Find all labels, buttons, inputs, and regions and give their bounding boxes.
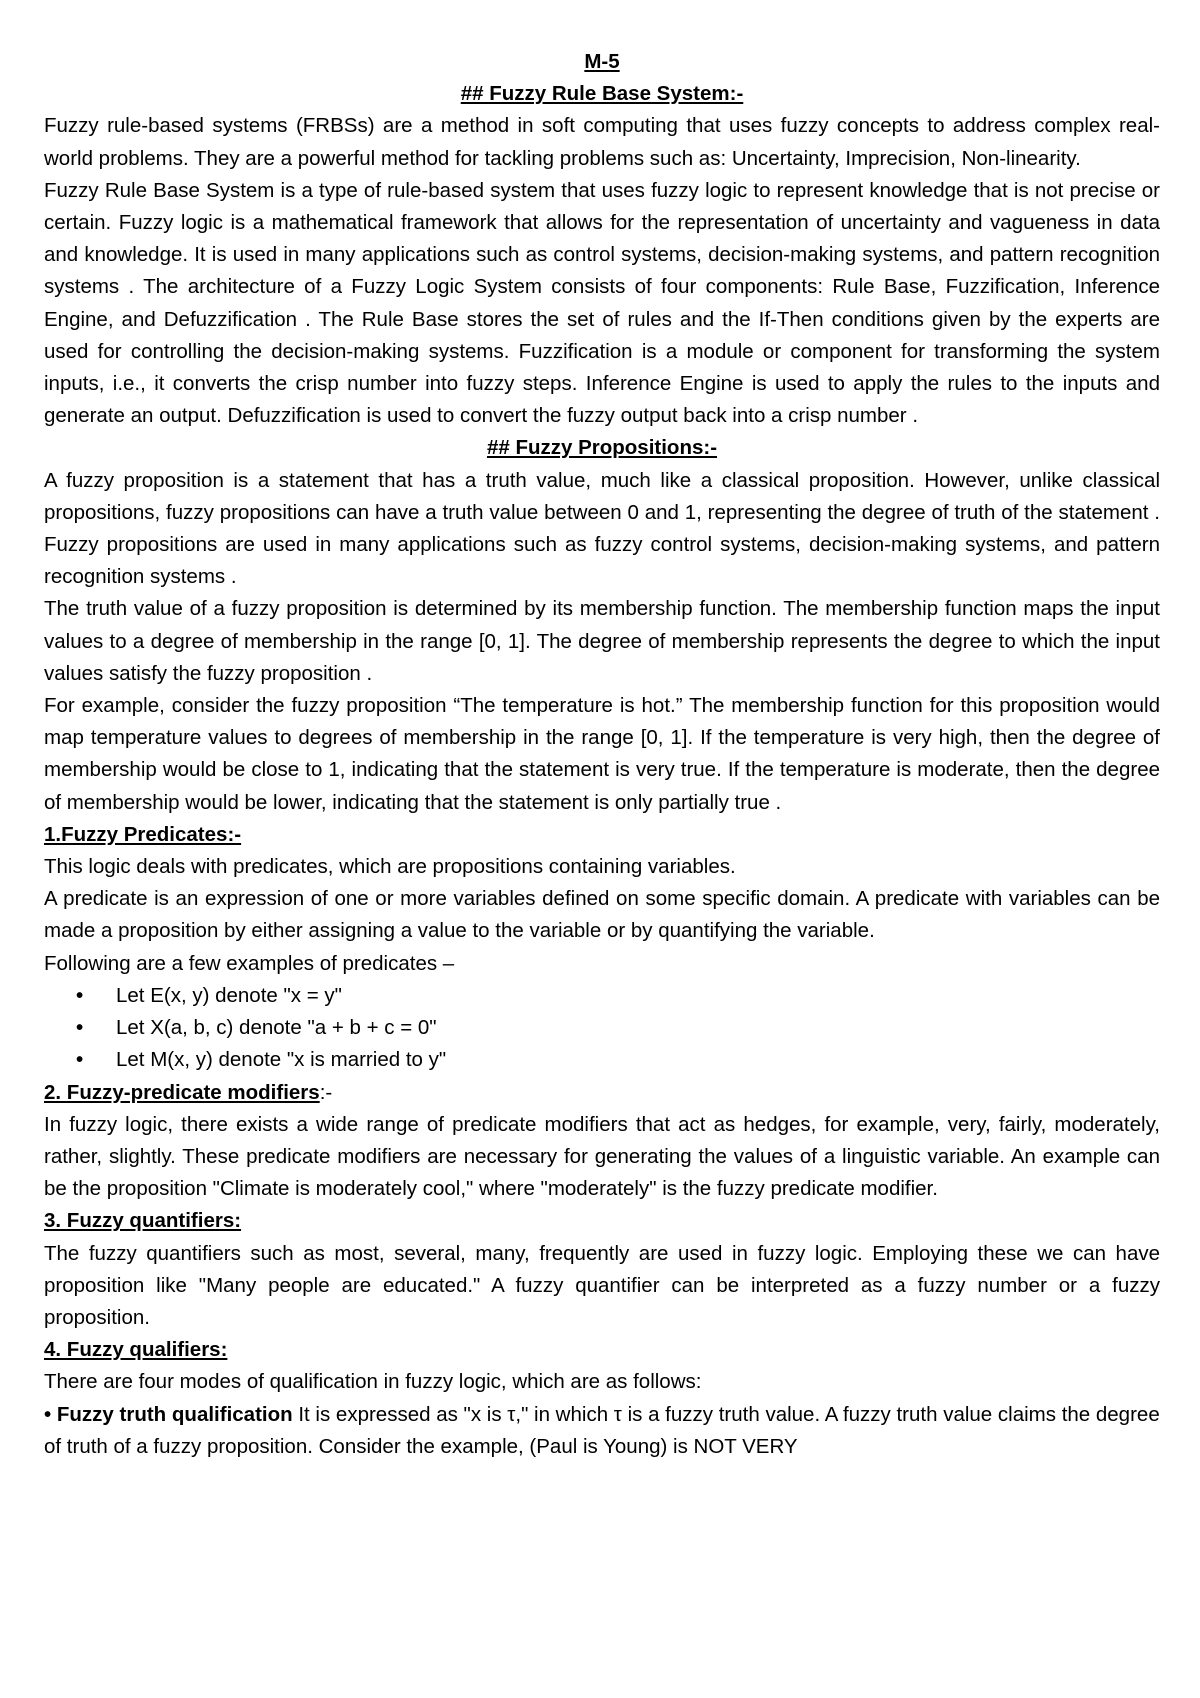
subheading-fuzzy-qualifiers: 4. Fuzzy qualifiers: [44,1338,228,1362]
subheading-suffix: :- [319,1080,333,1104]
paragraph: For example, consider the fuzzy proposition “The temperature is hot.” The membership function for this proposition would map temperature values to degrees of membership in the range [0, 1]. If the temperature is very high, then the degree of membership would be close to 1, indicating that the statement is very true. If the temperature is moderate, then the degree of membership would be lower, indicating that the statement is only partially true . [44,694,1160,814]
predicate-examples-list [44,980,1160,1077]
list-item: • Let M(x, y) denote "x is married to y" [116,1044,1160,1076]
list-item: • Let X(a, b, c) denote "a + b + c = 0" [116,1012,1160,1044]
paragraph: There are four modes of qualification in fuzzy logic, which are as follows: [44,1370,702,1394]
qualifier-label: Fuzzy truth qualification [56,1402,293,1426]
subheading-predicate-modifiers: 2. Fuzzy-predicate modifiers [44,1080,320,1104]
bullet: • [44,1402,52,1426]
module-title: M-5 [584,50,620,73]
paragraph: A fuzzy proposition is a statement that has a truth value, much like a classical proposition. However, unlike classical propositions, fuzzy propositions can have a truth value between 0 and 1, representing the degree of truth of the statement . Fuzzy propositions are used in many applications such as fuzzy control systems, decision-making systems, and pattern recognition systems . [44,468,1160,589]
paragraph: Fuzzy Rule Base System is a type of rule-based system that uses fuzzy logic to represent knowledge that is not precise or certain. Fuzzy logic is a mathematical framework that allows for the representation of uncertainty and vagueness in data and knowledge. It is used in many applications such as control systems, decision-making systems, and pattern recognition systems . The architecture of a Fuzzy Logic System consists of four components: Rule Base, Fuzzification, Inference Engine, and Defuzzification . The Rule Base stores the set of rules and the If-Then conditions given by the experts are used for controlling the decision-making systems. Fuzzification is a module or component for transforming the system inputs, i.e., it converts the crisp number into fuzzy steps. Inference Engine is used to apply the rules to the inputs and generate an output. Defuzzification is used to convert the fuzzy output back into a crisp number . [44,178,1160,428]
qualifier-item [44,1399,1160,1463]
paragraph: The truth value of a fuzzy proposition is determined by its membership function. The membership function maps the input values to a degree of membership in the range [0, 1]. The degree of membership represents the degree to which the input values satisfy the fuzzy proposition . [44,597,1160,685]
section-heading-fuzzy-propositions: ## Fuzzy Propositions:- [486,436,718,460]
subheading-fuzzy-quantifiers: 3. Fuzzy quantifiers: [44,1209,242,1233]
paragraph: In fuzzy logic, there exists a wide range of predicate modifiers that act as hedges, for example, very, fairly, moderately, rather, slightly. These predicate modifiers are necessary for generating the values of a linguistic variable. An example can be the proposition "Climate is moderately cool," where "moderately" is the fuzzy predicate modifier. [44,1112,1160,1201]
subheading-predicate-modifiers-line [44,1077,1160,1109]
paragraph: Fuzzy rule-based systems (FRBSs) are a method in soft computing that uses fuzzy concepts to address complex real-world problems. They are a powerful method for tackling problems such as: Uncertainty, Imprecision, Non-linearity. [44,114,1160,170]
paragraph: Following are a few examples of predicates – [44,951,455,975]
qualifier-text: It is expressed as "x is τ," in which τ is a fuzzy truth value. A fuzzy truth value claims the degree of truth of a fuzzy proposition. Consider the example, (Paul is Young) is NOT VERY [44,1402,1160,1458]
section-heading-fuzzy-rule-base: ## Fuzzy Rule Base System:- [460,82,744,106]
list-item: • Let E(x, y) denote "x = y" [116,980,1160,1012]
paragraph: A predicate is an expression of one or more variables defined on some specific domain. A predicate with variables can be made a proposition by either assigning a value to the variable or by quantifying the variable. [44,887,1160,943]
paragraph: The fuzzy quantifiers such as most, several, many, frequently are used in fuzzy logic. Employing these we can have proposition like "Many people are educated." A fuzzy quantifier can be interpreted as a fuzzy number or a fuzzy proposition. [44,1241,1160,1329]
paragraph: This logic deals with predicates, which are propositions containing variables. [44,855,736,879]
subheading-fuzzy-predicates: 1.Fuzzy Predicates:- [44,822,242,846]
